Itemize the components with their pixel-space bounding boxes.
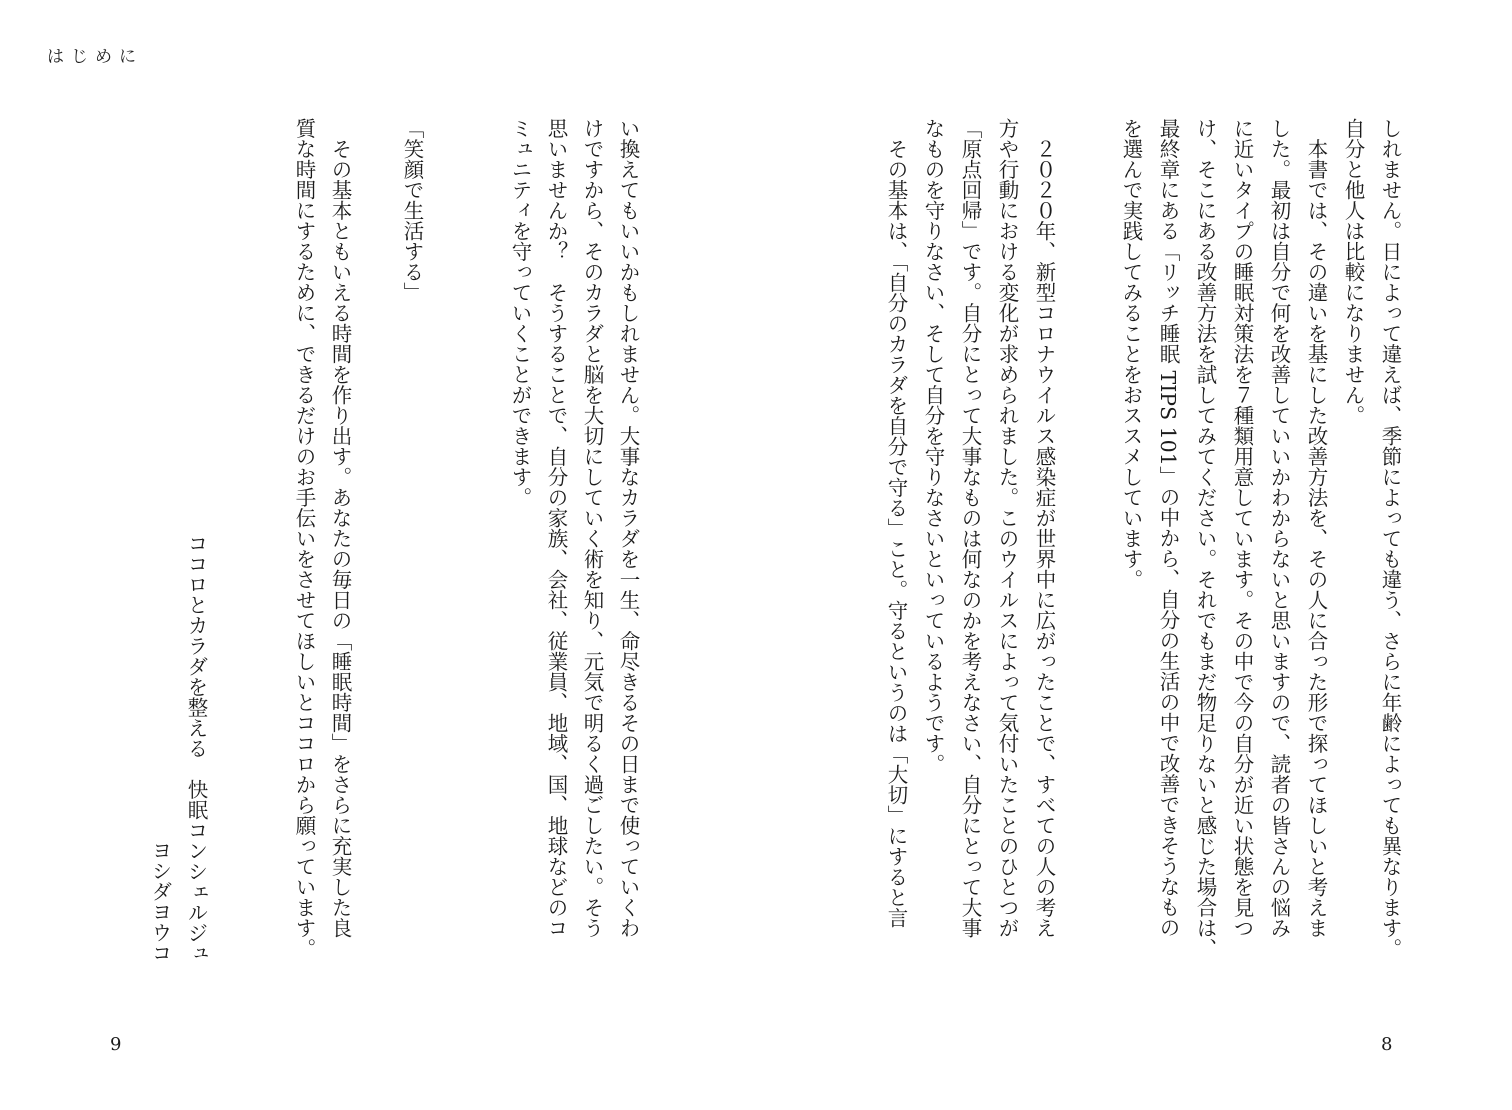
chapter-header: はじめに — [47, 47, 143, 67]
text-line: い換えてもいいかもしれません。大事なカラダを一生、命尽きるその日まで使っていくわ — [616, 118, 640, 938]
text-line: 最終章にある「リッチ睡眠 TIPS 101」の中から、自分の生活の中で改善できそうなもの — [1156, 118, 1180, 938]
text-line: なものを守りなさい、そして自分を守りなさいといっているようです。 — [921, 118, 945, 774]
text-line: 自分と他人は比較になりません。 — [1341, 118, 1365, 426]
text-line: 思いませんか？ そうすることで、自分の家族、会社、従業員、地域、国、地球などのコ — [544, 118, 568, 938]
text-line: した。最初は自分で何を改善していいかわからないと思いますので、読者の皆さんの悩み — [1267, 118, 1291, 938]
text-line: ２０２０年、新型コロナウイルス感染症が世界中に広がったことで、すべての人の考え — [1032, 118, 1056, 938]
text-line: その基本は、「自分のカラダを自分で守る」こと。守るというのは「大切」にすると言 — [884, 118, 908, 928]
page-number-left: 9 — [110, 1034, 122, 1055]
text-line: 「笑顔で生活する」 — [400, 118, 424, 303]
text-line: その基本ともいえる時間を作り出す。あなたの毎日の「睡眠時間」をさらに充実した良 — [328, 118, 352, 938]
text-line: 「原点回帰」です。自分にとって大事なものは何なのかを考えなさい、自分にとって大事 — [958, 118, 982, 938]
text-line: け、そこにある改善方法を試してみてください。それでもまだ物足りないと感じた場合は、 — [1193, 118, 1217, 959]
page-number-right: 8 — [1381, 1034, 1393, 1055]
text-line: けですから、そのカラダと脳を大切にしていく術を知り、元気で明るく過ごしたい。そう — [580, 118, 604, 938]
page-9-text — [142, 118, 646, 963]
text-line: ヨシダヨウコ — [148, 840, 172, 963]
text-line: に近いタイプの睡眠対策法を７種類用意しています。その中で今の自分が近い状態を見つ — [1230, 118, 1254, 938]
text-line: ココロとカラダを整える 快眠コンシェルジュ — [184, 532, 208, 963]
text-line — [358, 118, 394, 963]
text-line: ミュニティを守っていくことができます。 — [508, 118, 532, 508]
text-line — [250, 118, 286, 963]
text-line — [214, 118, 250, 963]
page-8-text — [877, 118, 1408, 963]
text-line: 質な時間にするために、できるだけのお手伝いをさせてほしいとココロから願っています。 — [292, 118, 316, 959]
text-line — [466, 118, 502, 963]
text-line: を選んで実践してみることをおススメしています。 — [1119, 118, 1143, 590]
text-line: 本書では、その違いを基にした改善方法を、その人に合った形で探ってほしいと考えま — [1304, 118, 1328, 938]
text-line: しれません。日によって違えば、季節によっても違う、さらに年齢によっても異なります。 — [1378, 118, 1402, 959]
text-line — [430, 118, 466, 963]
text-line — [1062, 118, 1112, 963]
text-line: 方や行動における変化が求められました。このウイルスによって気付いたことのひとつが — [995, 118, 1019, 938]
